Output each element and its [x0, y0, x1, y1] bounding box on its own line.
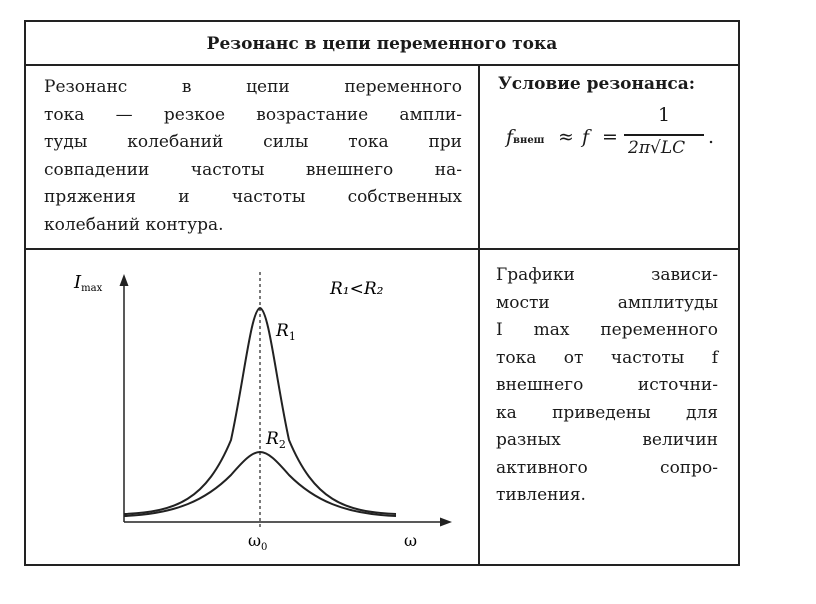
description-line: разных величин [496, 430, 718, 450]
formula-f: f [582, 126, 590, 148]
description-line: мости амплитуды [496, 292, 718, 313]
y-axis-label: Imax [74, 272, 103, 294]
definition-line: туды колебаний силы тока при [44, 132, 462, 152]
description-line: тока от частоты f [496, 347, 718, 368]
table-title: Резонанс в цепи переменного тока [206, 34, 558, 54]
description-line: I max переменного [496, 320, 718, 340]
fraction-bar [624, 134, 704, 136]
description-line: внешнего источни- [496, 375, 718, 395]
formula-equals: = [602, 126, 618, 148]
omega0-tick-label: $\omega_0$ [248, 531, 268, 553]
formula-approx: ≈ [558, 126, 574, 148]
formula-denominator: 2π√LC [628, 138, 686, 158]
definition-text [44, 74, 462, 239]
curve-r1-label: $R_1$ [276, 321, 296, 343]
x-axis-label: ω [404, 531, 418, 550]
definition-line: тока — резкое возрастание ампли- [44, 104, 462, 125]
definition-line: колебаний контура. [44, 214, 224, 235]
divider-top [26, 64, 738, 66]
resistance-relation: R₁<R₂ [330, 279, 384, 299]
description-line: Графики зависи- [496, 265, 718, 285]
formula-lhs: fвнеш [506, 126, 545, 148]
resonance-graph [26, 250, 478, 570]
formula-numerator: 1 [658, 104, 671, 126]
definition-line: Резонанс в цепи переменного [44, 77, 462, 97]
formula-dot: . [708, 126, 715, 148]
graph-description [496, 262, 718, 510]
description-line: активного сопро- [496, 457, 718, 478]
curve-r2-label: $R_2$ [266, 429, 286, 451]
description-line: ка приведены для [496, 402, 718, 423]
description-line: тивления. [496, 485, 586, 505]
definition-line: пряжения и частоты собственных [44, 187, 462, 207]
resonance-table [24, 20, 740, 566]
definition-line: совпадении частоты внешнего на- [44, 159, 462, 180]
condition-heading: Условие резонанса: [498, 74, 696, 94]
divider-vertical [478, 66, 480, 564]
